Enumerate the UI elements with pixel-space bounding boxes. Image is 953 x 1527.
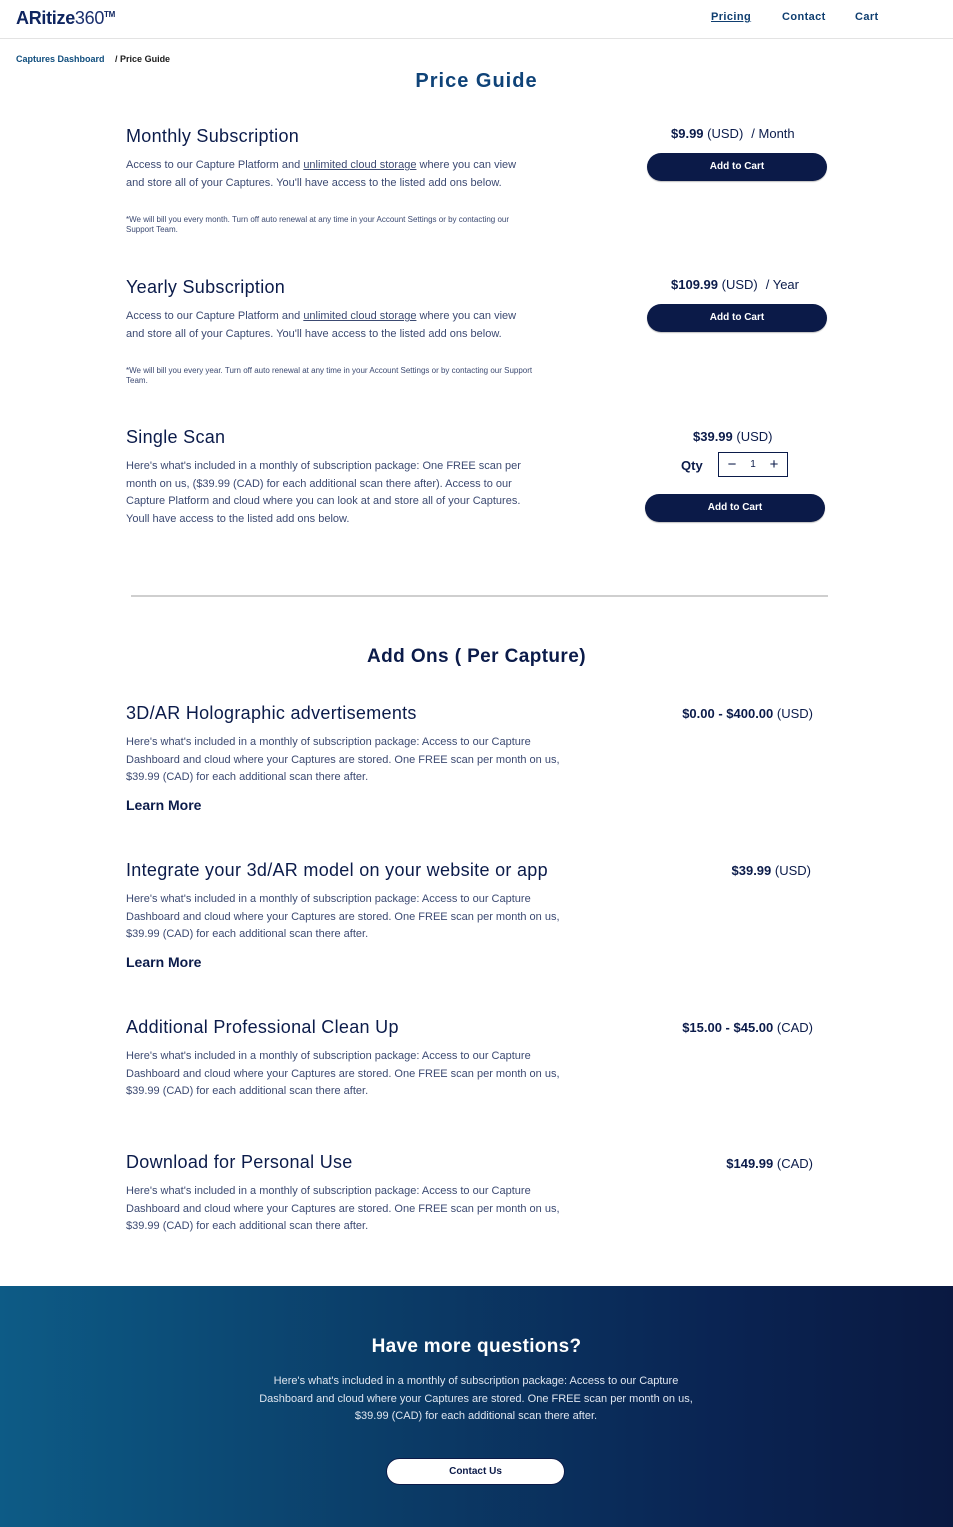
- yearly-billing-note: *We will bill you every year. Turn off auto renewal at any time in your Account Settings or by contacting our Support Team.: [126, 366, 533, 385]
- price-amount: $39.99: [731, 863, 772, 878]
- breadcrumb: [16, 54, 170, 64]
- price-amount: $15.00 - $45.00: [682, 1020, 774, 1035]
- monthly-add-to-cart-button[interactable]: Add to Cart: [647, 153, 827, 181]
- desc-text: where you can view and store all of your Captures. You'll have access to the listed add ons below.: [126, 159, 517, 189]
- logo-bold-text: ARitize: [16, 8, 75, 28]
- breadcrumb-current: / Price Guide: [115, 54, 171, 64]
- plus-icon[interactable]: +: [769, 456, 779, 473]
- single-scan-description: Here's what's included in a monthly of subscription package: One FREE scan per month on us, ($39.99 (CAD) for each additional scan there after). Access to our Capture Platform and cloud where you can look at and store all of your Captures. Youll have access to the listed add ons below.: [126, 460, 521, 525]
- page-title: Price Guide: [415, 70, 538, 92]
- monthly-plan-title: Monthly Subscription: [126, 126, 300, 146]
- price-amount: $0.00 - $400.00: [682, 706, 774, 721]
- nav-contact[interactable]: Contact: [782, 11, 826, 23]
- trademark-mark: TM: [104, 10, 115, 19]
- price-currency: (USD): [774, 863, 811, 878]
- single-scan-title: Single Scan: [126, 427, 226, 447]
- top-nav-bar: [0, 0, 953, 39]
- addon-title-personal-download: Download for Personal Use: [126, 1152, 353, 1172]
- logo-thin-text: 360: [74, 8, 105, 28]
- yearly-add-to-cart-button[interactable]: Add to Cart: [647, 304, 827, 332]
- addon-title-holographic-ads: 3D/AR Holographic advertisements: [126, 703, 417, 723]
- addon-description: Here's what's included in a monthly of subscription package: Access to our Capture Dashboard and cloud where your Captures are stored. One FREE scan per month on us, $39.99 (CAD) for each additional scan there after.: [126, 893, 560, 941]
- price-currency: (USD): [776, 706, 813, 721]
- nav-pricing[interactable]: Pricing: [711, 11, 752, 23]
- yearly-plan-description: [126, 308, 536, 343]
- logo[interactable]: [16, 8, 115, 29]
- price-amount: $149.99: [726, 1156, 774, 1171]
- nav-cart[interactable]: Cart: [855, 11, 879, 23]
- price-period: / Month: [751, 126, 795, 141]
- price-amount: $39.99: [693, 429, 733, 444]
- price-amount: $9.99: [671, 126, 704, 141]
- addon-price: [682, 706, 813, 721]
- addon-description: Here's what's included in a monthly of subscription package: Access to our Capture Dashboard and cloud where your Captures are stored. One FREE scan per month on us, $39.99 (CAD) for each additional scan there after.: [126, 1050, 560, 1098]
- breadcrumb-captures-dashboard[interactable]: Captures Dashboard: [16, 54, 105, 64]
- learn-more-link[interactable]: Learn More: [126, 797, 202, 813]
- monthly-billing-note: *We will bill you every month. Turn off auto renewal at any time in your Account Settings or by contacting our Support Team.: [126, 215, 510, 234]
- section-divider: [131, 595, 828, 597]
- cta-title: Have more questions?: [371, 1336, 582, 1357]
- desc-text: Access to our Capture Platform and: [126, 310, 304, 322]
- addon-description: Here's what's included in a monthly of subscription package: Access to our Capture Dashboard and cloud where your Captures are stored. One FREE scan per month on us, $39.99 (CAD) for each additional scan there after.: [126, 736, 560, 784]
- addon-title-integrate-model: Integrate your 3d/AR model on your website or app: [126, 860, 548, 880]
- unlimited-storage-link[interactable]: unlimited cloud storage: [303, 159, 417, 171]
- qty-label: Qty: [681, 458, 703, 473]
- minus-icon[interactable]: −: [727, 456, 737, 473]
- unlimited-storage-link[interactable]: unlimited cloud storage: [303, 310, 417, 322]
- addon-price: [726, 1156, 813, 1171]
- single-scan-add-to-cart-button[interactable]: Add to Cart: [645, 494, 825, 522]
- yearly-plan-title: Yearly Subscription: [126, 277, 286, 297]
- price-currency: (CAD): [776, 1020, 813, 1035]
- desc-text: where you can view and store all of your Captures. You'll have access to the listed add ons below.: [126, 310, 517, 340]
- desc-text: Access to our Capture Platform and: [126, 159, 304, 171]
- quantity-value[interactable]: 1: [750, 459, 756, 470]
- price-period: / Year: [765, 277, 799, 292]
- price-currency: (USD): [707, 126, 744, 141]
- addons-section-title: Add Ons ( Per Capture): [367, 646, 586, 667]
- price-currency: (USD): [736, 429, 773, 444]
- quantity-stepper: [718, 452, 788, 477]
- price-currency: (CAD): [776, 1156, 813, 1171]
- addon-title-professional-clean-up: Additional Professional Clean Up: [126, 1017, 399, 1037]
- cta-description: Here's what's included in a monthly of subscription package: Access to our Capture Dashboard and cloud where your Captures are stored. One FREE scan per month on us, $39.99 (CAD) for each additional scan there after.: [259, 1375, 693, 1423]
- addon-price: [682, 1020, 813, 1035]
- contact-cta-section: [0, 1286, 953, 1527]
- monthly-plan-description: [126, 157, 536, 192]
- single-scan-price: [693, 429, 773, 444]
- price-currency: (USD): [721, 277, 758, 292]
- yearly-price: [671, 277, 799, 292]
- monthly-price: [671, 126, 795, 141]
- addon-price: [732, 863, 812, 878]
- price-amount: $109.99: [671, 277, 718, 292]
- addon-description: Here's what's included in a monthly of subscription package: Access to our Capture Dashboard and cloud where your Captures are stored. One FREE scan per month on us, $39.99 (CAD) for each additional scan there after.: [126, 1185, 560, 1233]
- contact-us-button[interactable]: Contact Us: [386, 1458, 565, 1485]
- learn-more-link[interactable]: Learn More: [126, 954, 202, 970]
